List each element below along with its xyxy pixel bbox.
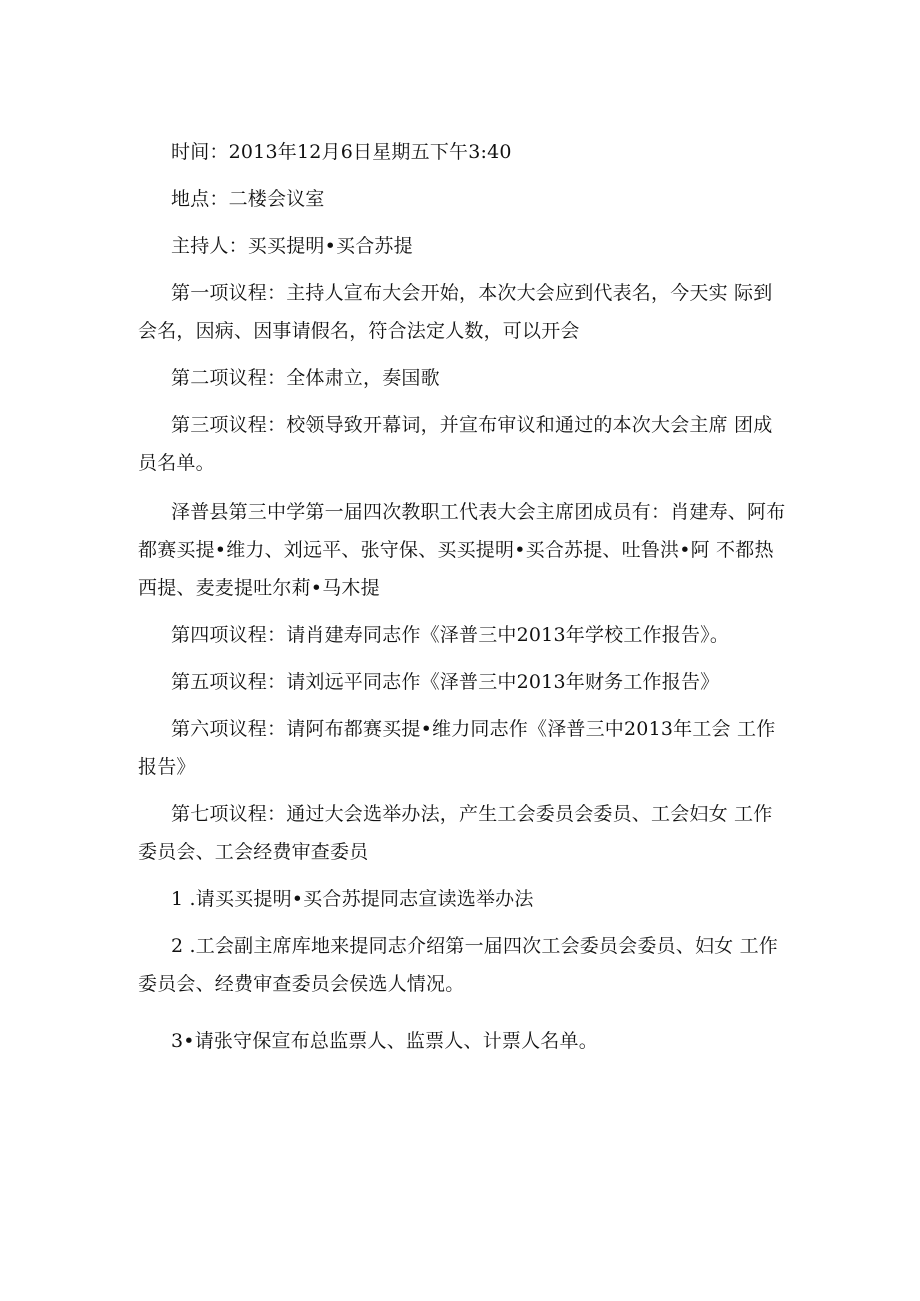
agenda-item-3: 第三项议程：校领导致开幕词，并宣布审议和通过的本次大会主席 团成员名单。 <box>138 414 773 474</box>
sub-item-2: 2 .工会副主席库地来提同志介绍第一届四次工会委员会委员、妇女 工作委员会、经费审查委员会侯选人情况。 <box>138 935 779 995</box>
meeting-host: 主持人：买买提明•买合苏提 <box>171 235 413 257</box>
meeting-location: 地点：二楼会议室 <box>171 188 325 210</box>
agenda-item-4: 第四项议程：请肖建寿同志作《泽普三中2013年学校工作报告》。 <box>171 624 730 646</box>
agenda-item-5: 第五项议程：请刘远平同志作《泽普三中2013年财务工作报告》 <box>171 671 720 693</box>
agenda-item-7: 第七项议程：通过大会选举办法，产生工会委员会委员、工会妇女 工作委员会、工会经费审查委员 <box>138 803 773 863</box>
presidium-members: 泽普县第三中学第一届四次教职工代表大会主席团成员有：肖建寿、阿布都赛买提•维力、刘远平、张守保、买买提明•买合苏提、吐鲁洪•阿 不都热西提、麦麦提吐尔莉•马木提 <box>138 501 786 599</box>
agenda-item-6: 第六项议程：请阿布都赛买提•维力同志作《泽普三中2013年工会 工作报告》 <box>138 718 776 778</box>
agenda-item-2: 第二项议程：全体肃立，奏国歌 <box>171 367 440 389</box>
sub-item-1: 1 .请买买提明•买合苏提同志宣读选举办法 <box>171 888 534 910</box>
agenda-item-1: 第一项议程：主持人宣布大会开始，本次大会应到代表名，今天实 际到会名，因病、因事请假名，符合法定人数，可以开会 <box>138 282 773 342</box>
document-body <box>138 133 788 1060</box>
meeting-time: 时间：2013年12月6日星期五下午3:40 <box>171 141 512 163</box>
sub-item-3: 3•请张守保宣布总监票人、监票人、计票人名单。 <box>171 1030 598 1052</box>
